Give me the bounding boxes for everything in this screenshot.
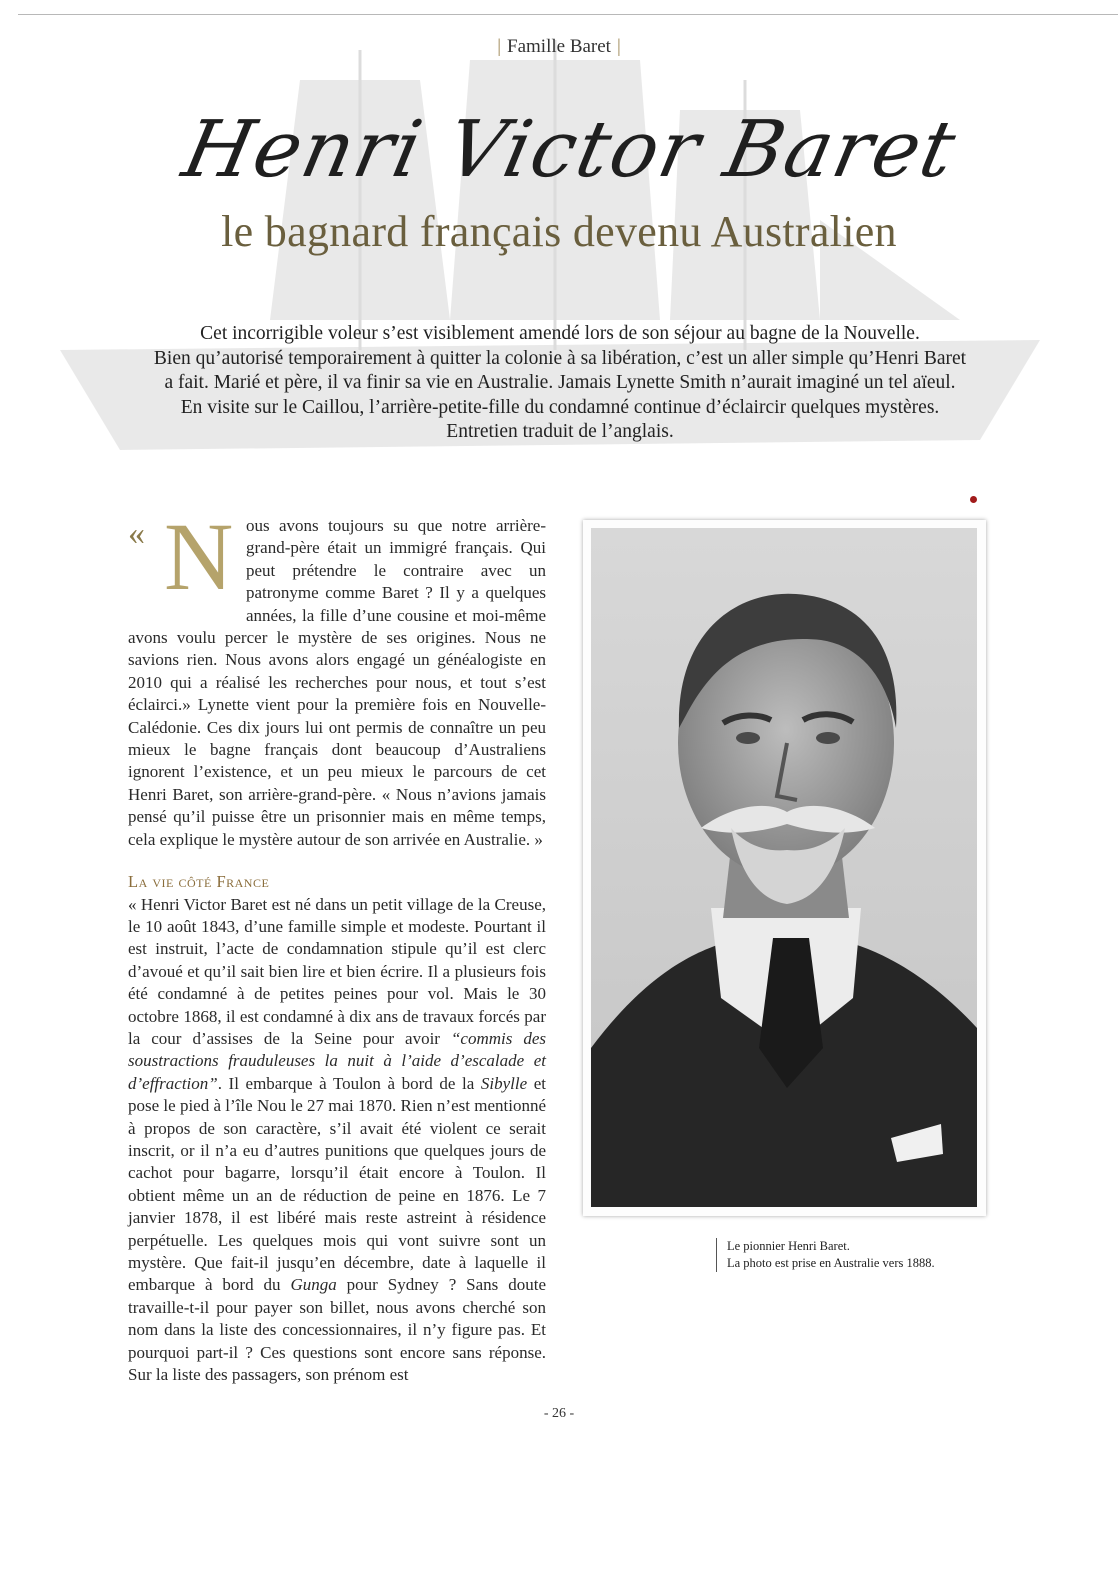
- title-script-text: Henri Victor Baret: [175, 105, 965, 195]
- intro-line: En visite sur le Caillou, l’arrière-petite-fille du condamné continue d’éclaircir quelques mystères.: [180, 396, 940, 418]
- dropcap-block: [128, 503, 246, 611]
- page-number: - 26 -: [543, 1406, 575, 1421]
- ship-background-illustration: [0, 20, 1118, 540]
- caption-line: Le pionnier Henri Baret.: [727, 1239, 850, 1253]
- ship-name: Sibylle: [480, 1073, 528, 1093]
- ship-name: Gunga: [290, 1275, 337, 1295]
- portrait-photo: [591, 528, 977, 1207]
- portrait-photo-frame: [583, 520, 986, 1216]
- photo-caption: [716, 1238, 1027, 1272]
- paragraph-text: et pose le pied à l’île Nou le 27 mai 1870. Rien n’est mentionné à propos de son caractère, s’il avait été violent ce serait inscrit, or il n’a eu d’autres punitions que quelques jours de cachot pour bagarre, lorsqu’il était encore à Toulon. Il obtient même un an de réduction de peine en 1876. Le 7 janvier 1878, il est libéré mais reste astreint à résidence perpétuelle. Les quelques mois qui vont suivre sont un mystère. Que fait-il jusqu’en décembre, date à laquelle il embarque à bord du: [128, 1073, 546, 1295]
- article-body: [128, 503, 547, 1386]
- section-label-text: Famille Baret: [507, 36, 611, 57]
- accent-dot: [970, 496, 977, 503]
- intro-line: a fait. Marié et père, il va finir sa vie en Australie. Jamais Lynette Smith n’aurait imaginé un tel aïeul.: [164, 372, 956, 394]
- opening-quote: «: [128, 515, 145, 552]
- section-label: [0, 36, 1118, 58]
- title-script: [170, 100, 970, 220]
- article-paragraph-1: ous avons toujours su que notre arrière-grand-père était un immigré français. Qui peut prétendre le contraire avec un patronyme comme Baret ? Il y a quelques années, la fille d’une cousine et moi-même avons voulu percer le mystère de ses origines. Nous ne savions rien. Nous avons alors engagé un généalogiste en 2010 qui a réalisé les recherches pour nous, et tout s’est éclairci.» Lynette vient pour la première fois en Nouvelle-Calédonie. Ces dix jours lui ont permis de connaître un peu mieux le bagne français dont beaucoup d’Australiens ignorent l’existence, et un peu mieux le parcours de cet Henri Baret, son arrière-grand-père. « Nous n’avions jamais pensé qu’il puisse être un prisonnier mais en même temps, cela explique le mystère autour de son arrivée en Australie. »: [128, 516, 546, 849]
- intro-line: Bien qu’autorisé temporairement à quitter la colonie à sa libération, c’est un aller simple qu’Henri Baret: [153, 347, 967, 369]
- section-label-bar-right: |: [616, 36, 621, 57]
- paragraph-text: . Il embarque à Toulon à bord de la: [217, 1073, 481, 1093]
- dropcap-letter: N: [164, 503, 234, 610]
- paragraph-text: pour Sydney ? Sans doute travaille-t-il pour payer son billet, nous avons cherché son nom dans la liste des concessionnaires, il n’y figure pas. Et pourquoi part-il ? Ces questions sont encore sans réponse. Sur la liste des passagers, son prénom est: [128, 1275, 547, 1385]
- section-label-bar-left: |: [497, 36, 502, 57]
- intro-line: Entretien traduit de l’anglais.: [446, 421, 674, 443]
- portrait-illustration: [591, 528, 977, 1207]
- quoted-charge: “commis des soustractions frauduleuses la nuit à l’aide d’escalade et d’effraction”: [128, 1028, 546, 1093]
- article-paragraph-2: [128, 894, 546, 1387]
- intro-line: Cet incorrigible voleur s’est visiblement amendé lors de son séjour au bagne de la Nouvelle.: [200, 323, 920, 344]
- caption-line: La photo est prise en Australie vers 1888.: [727, 1256, 935, 1270]
- subtitle: le bagnard français devenu Australien: [221, 207, 897, 256]
- top-rule: [18, 14, 1118, 15]
- paragraph-text: « Henri Victor Baret est né dans un petit village de la Creuse, le 10 août 1843, d’une famille simple et modeste. Pourtant il est instruit, l’acte de condamnation stipule qu’il est clerc d’avoué et qu’il sait bien lire et bien écrire. Il a plusieurs fois été condamné à de petites peines pour vol. Mais le 30 octobre 1868, il est condamné à dix ans de travaux forcés par la cour d’assises de la Seine pour avoir: [128, 894, 546, 1048]
- article-subhead: La vie côté France: [128, 872, 270, 892]
- intro-paragraph: [110, 322, 1010, 445]
